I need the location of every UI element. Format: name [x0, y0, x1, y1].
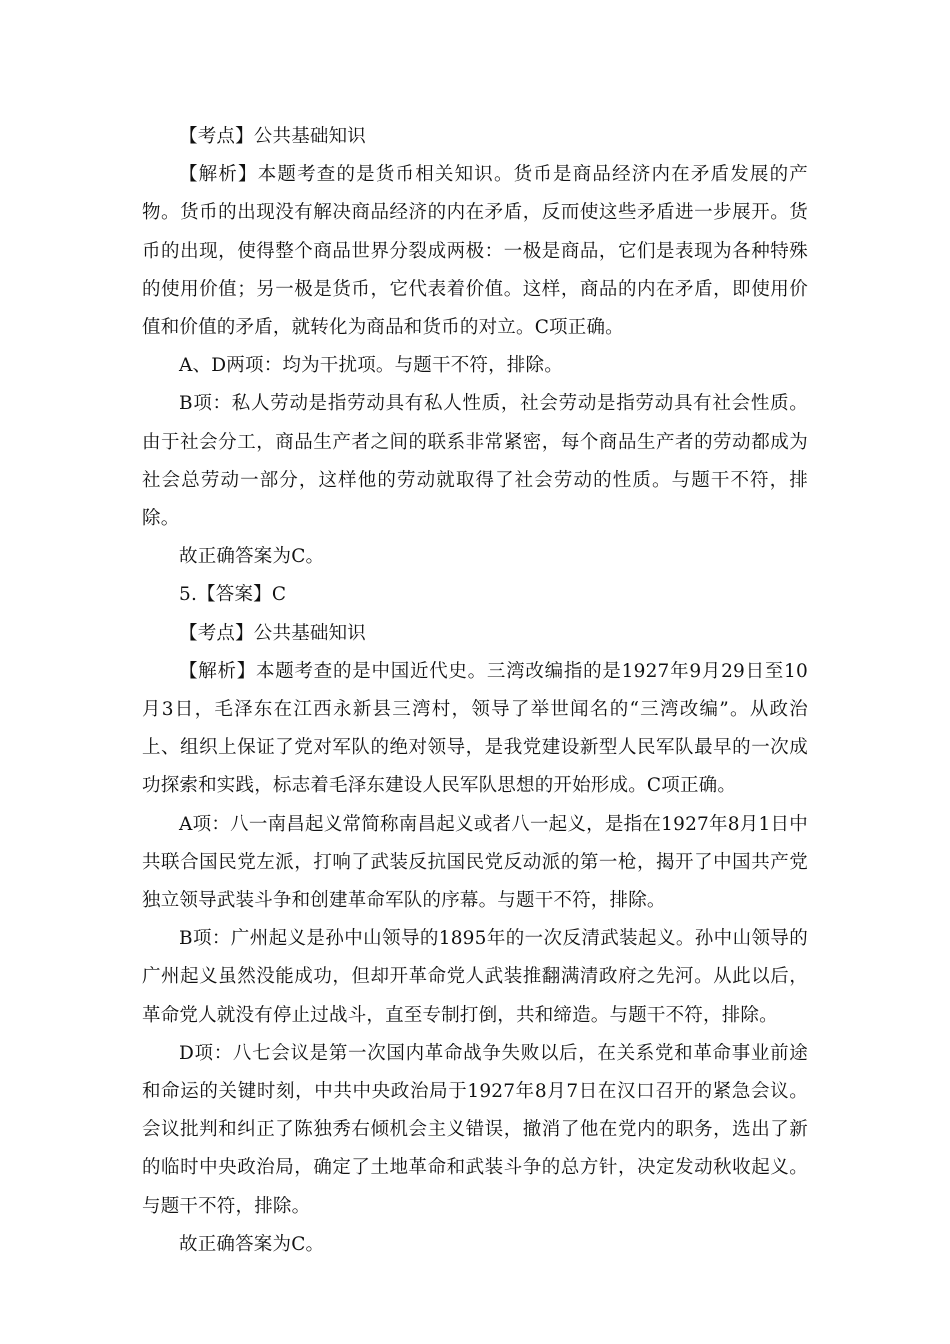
paragraph-kaodian-2: 【考点】公共基础知识 — [179, 622, 367, 644]
paragraph-option-b-guangzhou: B项：广州起义是孙中山领导的1895年的一次反清武装起义。孙中山领导的广州起义虽然没能成功，但却开革命党人武装推翻满清政府之先河。从此以后，革命党人就没有停止过战斗，直至专制打倒，共和缔造。与题干不符，排除。 — [142, 928, 808, 1026]
paragraph-option-ad: A、D两项：均为干扰项。与题干不符，排除。 — [179, 355, 563, 377]
paragraph-answer-5: 故正确答案为C。 — [179, 1233, 325, 1255]
paragraph-option-b-labor: B项：私人劳动是指劳动具有私人性质，社会劳动是指劳动具有社会性质。由于社会分工，商品生产者之间的联系非常紧密，每个商品生产者的劳动都成为社会总劳动一部分，这样他的劳动就取得了社会劳动的性质。与题干不符，排除。 — [142, 393, 808, 530]
paragraph-jiexi-sanwan: 【解析】本题考查的是中国近代史。三湾改编指的是1927年9月29日至10月3日，毛泽东在江西永新县三湾村，领导了举世闻名的“三湾改编”。从政治上、组织上保证了党对军队的绝对领导，是我党建设新型人民军队最早的一次成功探索和实践，标志着毛泽东建设人民军队思想的开始形成。C项正确。 — [142, 660, 808, 797]
paragraph-option-a-nanchang: A项：八一南昌起义常简称南昌起义或者八一起义，是指在1927年8月1日中共联合国民党左派，打响了武装反抗国民党反动派的第一枪，揭开了中国共产党独立领导武装斗争和创建革命军队的序幕。与题干不符，排除。 — [142, 813, 808, 912]
paragraph-option-d-baqi: D项：八七会议是第一次国内革命战争失败以后，在关系党和革命事业前途和命运的关键时刻，中共中央政治局于1927年8月7日在汉口召开的紧急会议。会议批判和纠正了陈独秀右倾机会主义错误，撤消了他在党内的职务，选出了新的临时中央政治局，确定了土地革命和武装斗争的总方针，决定发动秋收起义。与题干不符，排除。 — [142, 1042, 808, 1217]
paragraph-kaodian-1: 【考点】公共基础知识 — [179, 126, 367, 147]
paragraph-jiexi-currency: 【解析】本题考查的是货币相关知识。货币是商品经济内在矛盾发展的产物。货币的出现没有解决商品经济的内在矛盾，反而使这些矛盾进一步展开。货币的出现，使得整个商品世界分裂成两极：一极是商品，它们是表现为各种特殊的使用价值；另一极是货币，它代表着价值。这样，商品的内在矛盾，即使用价值和价值的矛盾，就转化为商品和货币的对立。C项正确。 — [142, 164, 808, 339]
paragraph-question-5-answer: 5.【答案】C — [179, 584, 287, 606]
paragraph-answer-4: 故正确答案为C。 — [179, 546, 325, 568]
